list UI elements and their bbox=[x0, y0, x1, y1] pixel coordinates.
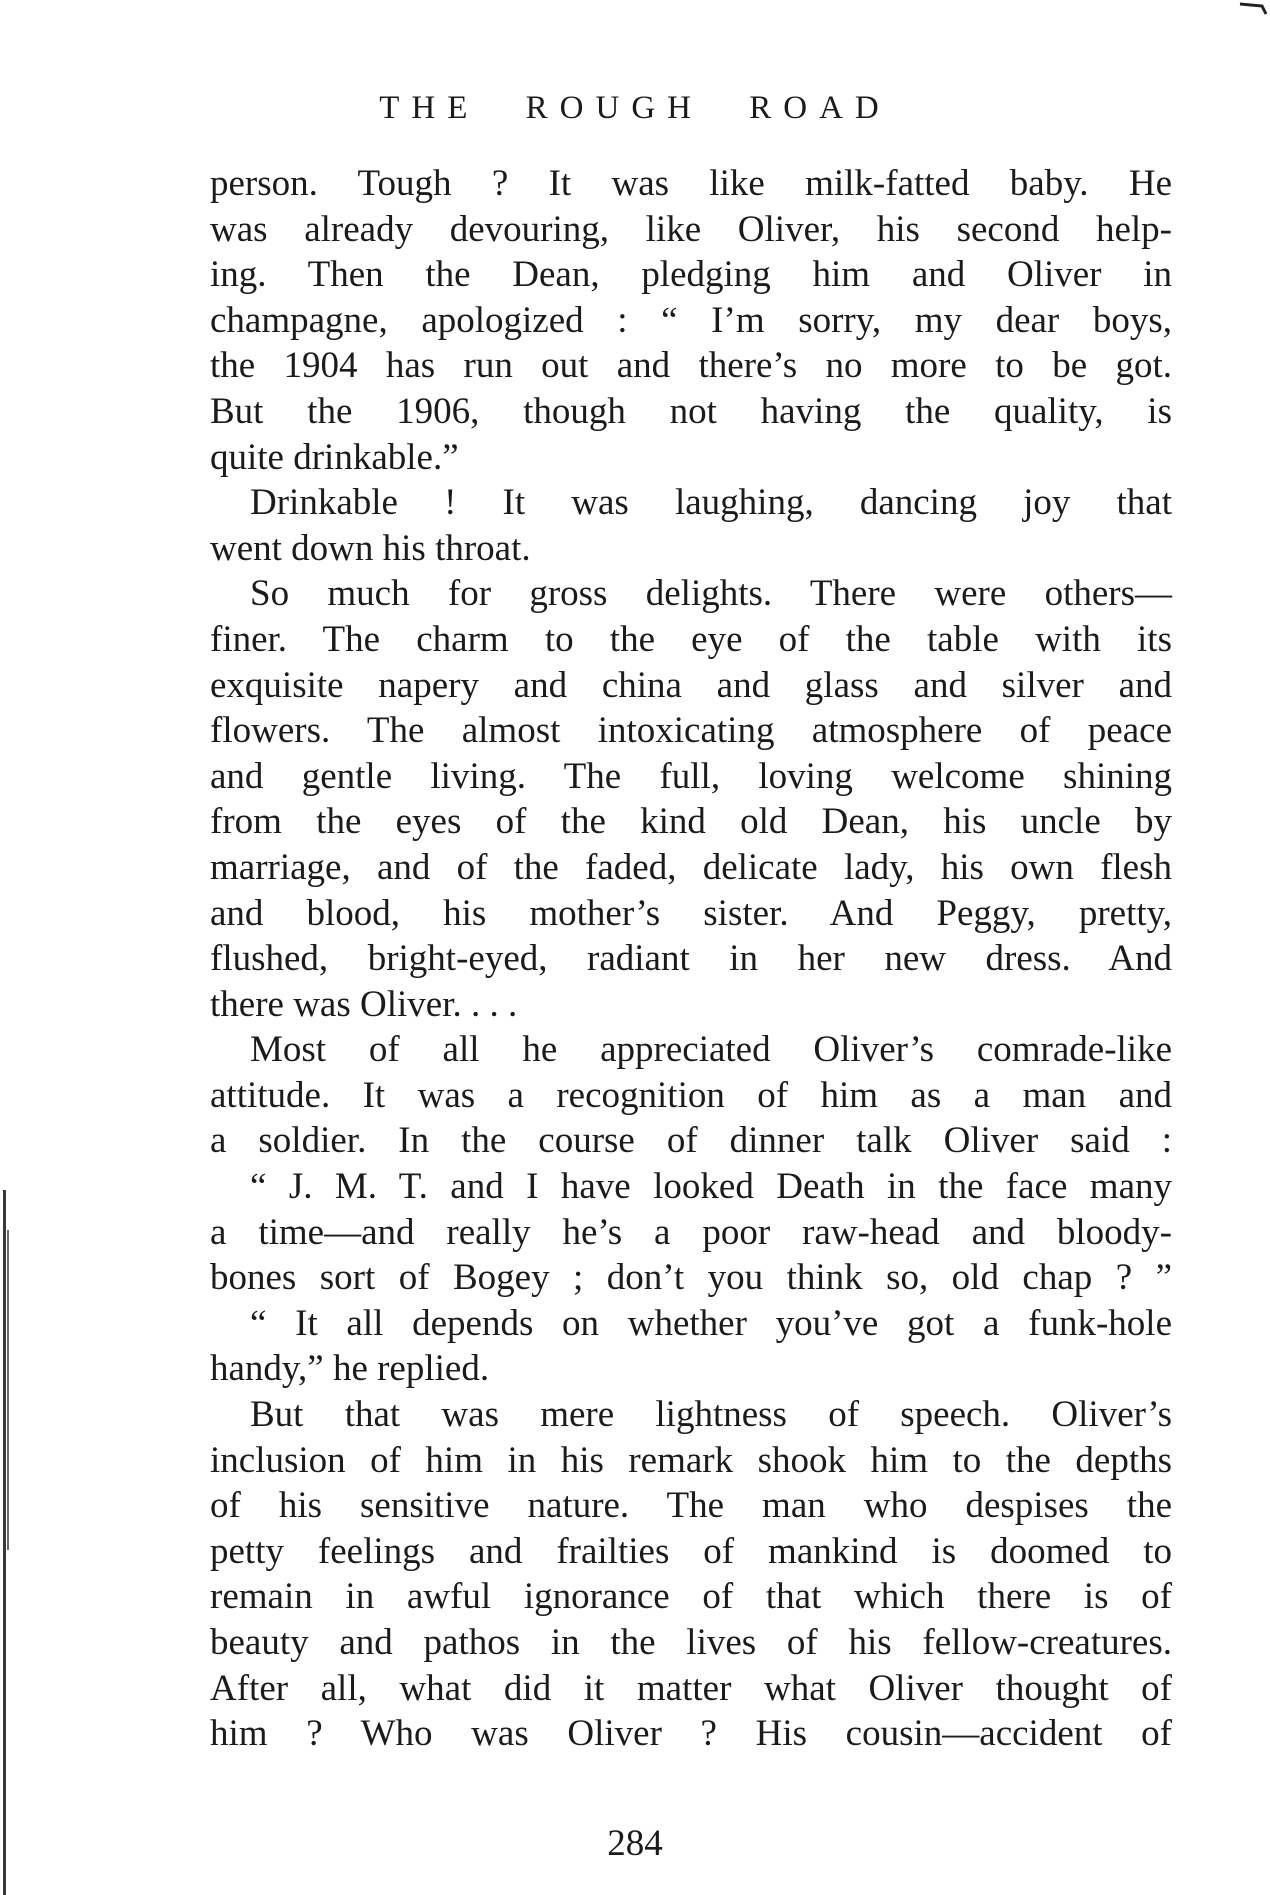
binding-edge-shadow bbox=[0, 1190, 14, 1895]
text-line: attitude. It was a recognition of him as a man and bbox=[210, 1074, 1172, 1116]
text-line: of his sensitive nature. The man who despises the bbox=[210, 1485, 1172, 1527]
corner-mark-icon bbox=[1236, 0, 1270, 22]
text-line: a time—and really he’s a poor raw-head and bloody- bbox=[210, 1211, 1172, 1253]
text-line: flushed, bright-eyed, radiant in her new dress. And bbox=[210, 938, 1172, 980]
text-line: him ? Who was Oliver ? His cousin—accident of bbox=[210, 1713, 1172, 1755]
text-line: flowers. The almost intoxicating atmosphere of peace bbox=[210, 710, 1172, 752]
text-line: a soldier. In the course of dinner talk Oliver said : bbox=[210, 1120, 1172, 1162]
text-line: ing. Then the Dean, pledging him and Oliver in bbox=[210, 254, 1172, 296]
text-line: from the eyes of the kind old Dean, his uncle by bbox=[210, 801, 1172, 843]
text-line: and gentle living. The full, loving welcome shining bbox=[210, 755, 1172, 797]
text-line: inclusion of him in his remark shook him to the depths bbox=[210, 1439, 1172, 1481]
text-line: Most of all he appreciated Oliver’s comrade-like bbox=[250, 1029, 1172, 1071]
text-line: handy,” he replied. bbox=[210, 1348, 490, 1390]
text-line: quite drinkable.” bbox=[210, 436, 459, 478]
text-line: After all, what did it matter what Oliver thought of bbox=[210, 1667, 1172, 1709]
text-line: person. Tough ? It was like milk-fatted baby. He bbox=[210, 163, 1172, 204]
running-head: THE ROUGH ROAD bbox=[379, 90, 891, 126]
text-line: “ It all depends on whether you’ve got a funk-hole bbox=[250, 1302, 1172, 1344]
text-line: But the 1906, though not having the quality, is bbox=[210, 390, 1172, 432]
text-line: bones sort of Bogey ; don’t you think so, old chap ? ” bbox=[210, 1257, 1172, 1299]
text-line: exquisite napery and china and glass and silver and bbox=[210, 664, 1172, 706]
page-number: 284 bbox=[607, 1823, 663, 1864]
text-line: petty feelings and frailties of mankind is doomed to bbox=[210, 1530, 1172, 1572]
text-line: “ J. M. T. and I have looked Death in the face many bbox=[250, 1166, 1172, 1208]
text-line: went down his throat. bbox=[210, 527, 531, 569]
text-line: Drinkable ! It was laughing, dancing joy that bbox=[250, 482, 1172, 524]
text-line: was already devouring, like Oliver, his second help- bbox=[210, 208, 1172, 250]
text-line: the 1904 has run out and there’s no more to be got. bbox=[210, 345, 1172, 387]
text-line: beauty and pathos in the lives of his fellow-creatures. bbox=[210, 1622, 1172, 1663]
text-line: But that was mere lightness of speech. Oliver’s bbox=[250, 1394, 1172, 1436]
text-line: and blood, his mother’s sister. And Peggy, pretty, bbox=[210, 892, 1172, 934]
text-line: marriage, and of the faded, delicate lady, his own flesh bbox=[210, 846, 1172, 888]
text-line: So much for gross delights. There were others— bbox=[250, 573, 1172, 615]
body-text bbox=[210, 161, 1172, 1757]
text-line: finer. The charm to the eye of the table with its bbox=[210, 618, 1172, 660]
text-line: there was Oliver. . . . bbox=[210, 983, 518, 1025]
text-line: remain in awful ignorance of that which there is of bbox=[210, 1576, 1172, 1618]
text-line: champagne, apologized : “ I’m sorry, my dear boys, bbox=[210, 299, 1172, 341]
